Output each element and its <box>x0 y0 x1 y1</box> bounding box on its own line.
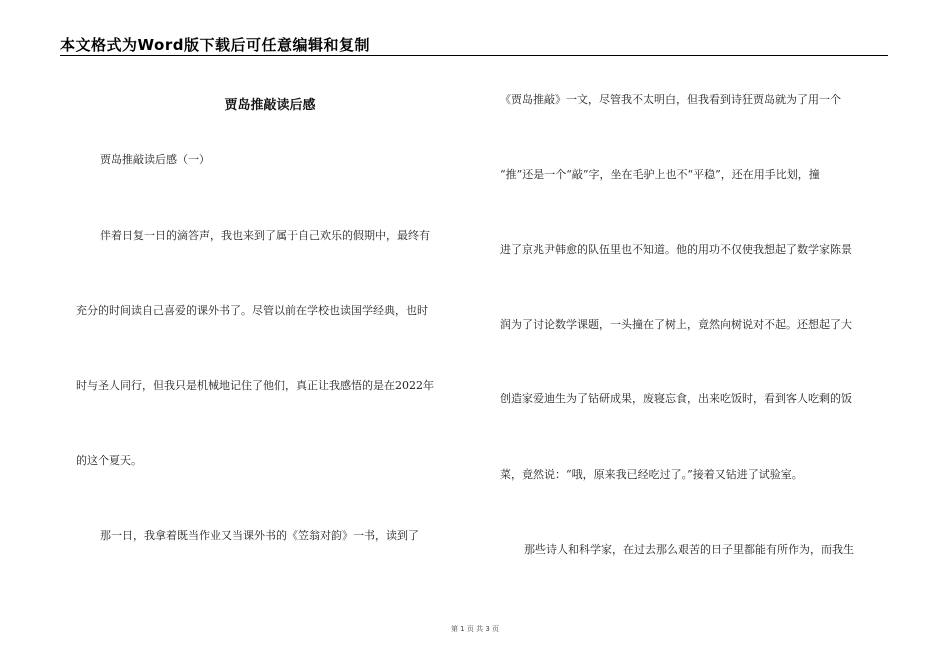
paragraph-line: 那些诗人和科学家，在过去那么艰苦的日子里都能有所作为，而我生 <box>524 543 854 556</box>
paragraph-line: 充分的时间读自己喜爱的课外书了。尽管以前在学校也读国学经典，也时 <box>76 304 428 317</box>
paragraph-line: 伴着日复一日的滴答声，我也来到了属于自己欢乐的假期中，最终有 <box>100 229 430 242</box>
paragraph-line: 时与圣人同行，但我只是机械地记住了他们，真正让我感悟的是在2022年 <box>76 379 434 392</box>
document-title: 贾岛推敲读后感 <box>224 98 316 113</box>
paragraph-line: 润为了讨论数学课题，一头撞在了树上，竟然向树说对不起。还想起了大 <box>500 318 852 331</box>
paragraph-line: “推”还是一个“敲”字，坐在毛驴上也不“平稳”，还在用手比划，撞 <box>500 168 820 181</box>
paragraph-line: 菜，竟然说：“哦，原来我已经吃过了。”接着又钻进了试验室。 <box>500 468 803 481</box>
paragraph-line: 创造家爱迪生为了钻研成果，废寝忘食，出来吃饭时，看到客人吃剩的饭 <box>500 392 852 405</box>
paragraph-line: 的这个夏天。 <box>76 454 142 467</box>
paragraph-line: 那一日，我拿着既当作业又当课外书的《笠翁对韵》一书，读到了 <box>100 529 419 542</box>
paragraph-line: 进了京兆尹韩愈的队伍里也不知道。他的用功不仅使我想起了数学家陈景 <box>500 243 852 256</box>
paragraph-line: 《贾岛推敲》一文，尽管我不太明白，但我看到诗狂贾岛就为了用一个 <box>500 93 841 106</box>
download-banner: 本文格式为Word版下载后可任意编辑和复制 <box>60 36 370 54</box>
paragraph-line: 贾岛推敲读后感（一） <box>100 153 210 166</box>
page-number: 第 1 页 共 3 页 <box>450 625 500 633</box>
header-divider <box>60 55 888 56</box>
